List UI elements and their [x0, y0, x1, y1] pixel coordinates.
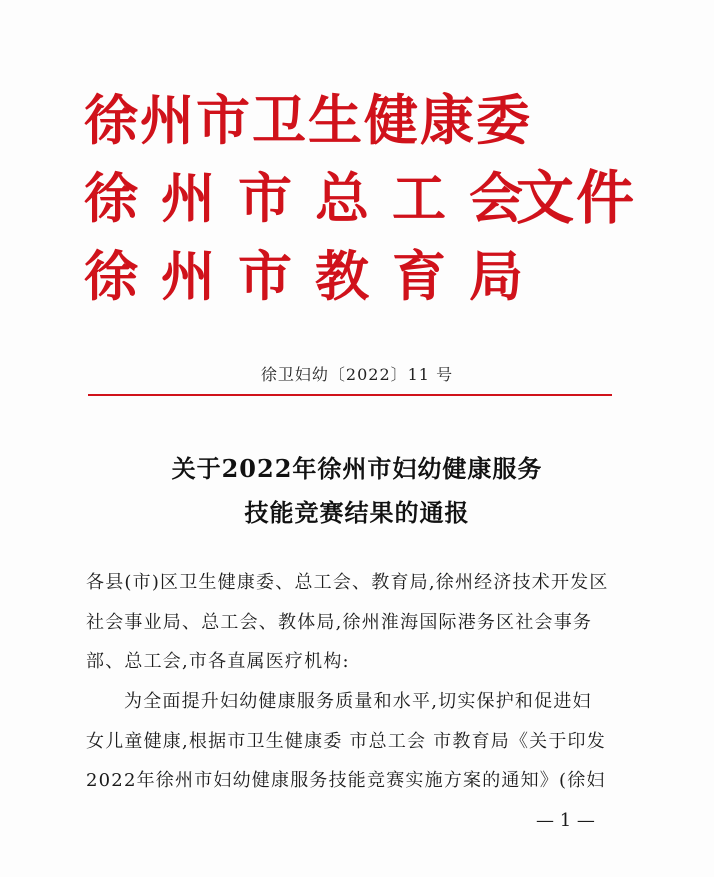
- page-number: — 1 —: [536, 810, 595, 831]
- body-text-line: 各县(市)区卫生健康委、总工会、教育局,徐州经济技术开发区: [86, 572, 609, 593]
- document-type-label: 文件: [516, 164, 637, 232]
- red-divider-line: [88, 394, 612, 396]
- body-text-line: 2022年徐州市妇幼健康服务技能竞赛实施方案的通知》(徐妇: [86, 770, 606, 791]
- body-text-line: 为全面提升妇幼健康服务质量和水平,切实保护和促进妇: [124, 691, 592, 712]
- document-title-line-1: 关于2022年徐州市妇幼健康服务: [171, 454, 543, 483]
- issuer-health-commission: 徐州市卫生健康委: [84, 88, 532, 152]
- issuer-trade-union: 徐州市总工会: [84, 166, 546, 230]
- red-masthead: [84, 88, 644, 328]
- document-number: 徐卫妇幼〔2022〕11 号: [260, 365, 454, 384]
- body-text-line: 女儿童健康,根据市卫生健康委 市总工会 市教育局《关于印发: [86, 731, 606, 752]
- document-title-line-2: 技能竞赛结果的通报: [244, 498, 470, 527]
- issuer-education-bureau: 徐州市教育局: [84, 244, 546, 308]
- body-text-line: 社会事业局、总工会、教体局,徐州淮海国际港务区社会事务: [86, 612, 593, 633]
- body-text-line: 部、总工会,市各直属医疗机构:: [86, 651, 350, 672]
